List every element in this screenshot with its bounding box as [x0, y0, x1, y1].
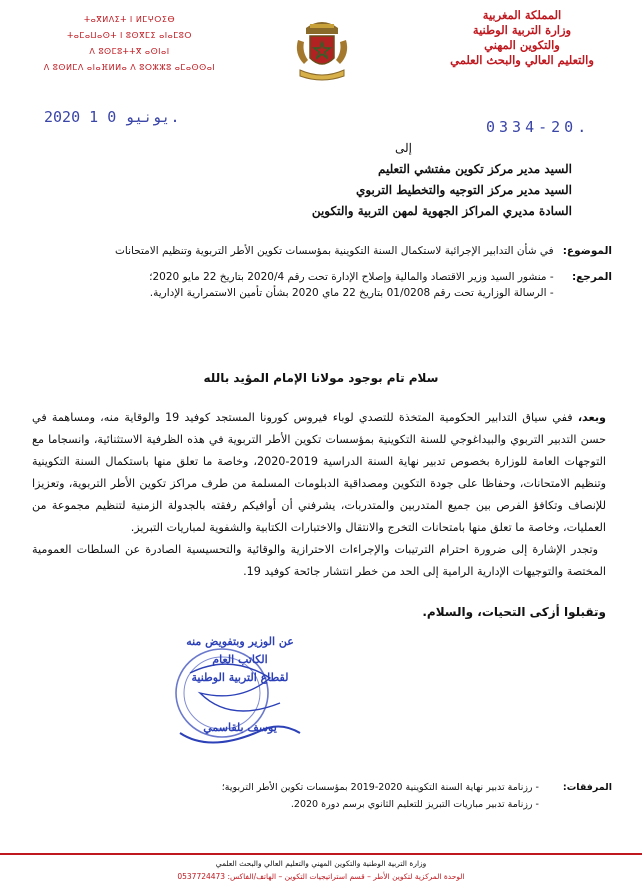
letter-body	[32, 407, 606, 583]
header-ar-line: والتعليم العالي والبحث العلمي	[450, 53, 594, 67]
header-tf-line: ⴷ ⵓⵙⵎⵓⵜⵜⴳ ⴰⵙⵏⴰⵏ	[89, 47, 170, 56]
signature-line: الكاتب العام	[212, 653, 268, 666]
closing-line: وتقبلوا أزكى التحيات، والسلام.	[422, 605, 606, 619]
ministry-name-arabic	[422, 8, 622, 68]
body-paragraph-2: وتجدر الإشارة إلى ضرورة احترام الترتيبات والإجراءات الاحترازية والوقائية والتحسيسية الصادرة عن السلطات العمومية المختصة والتوجيهات الإدارية الرامية إلى الحد من خطر انتشار جائحة كوفيد 19.	[32, 543, 606, 578]
signatory-name: يوسف بلقاسمي	[203, 721, 277, 734]
recipient-line: السادة مديري المراكز الجهوية لمهن التربية والتكوين	[311, 204, 572, 218]
body-paragraph-1	[32, 407, 606, 539]
footer-line-1: وزارة التربية الوطنية والتكوين المهني والتعليم العالي والبحث العلمي	[215, 859, 427, 868]
attachment-item: - رزنامة تدبير مباريات التبريز للتعليم الثانوي برسم دورة 2020.	[290, 799, 539, 810]
footer	[0, 857, 642, 883]
header-ar-line: المملكة المغربية	[482, 8, 562, 22]
header-tf-line: ⵜⴰⵎⴰⵡⴰⵙⵜ ⵏ ⵓⵙⴳⵎⵉ ⴰⵏⴰⵎⵓⵔ	[67, 31, 192, 40]
footer-divider	[0, 853, 642, 855]
header-ar-line: وزارة التربية الوطنية	[472, 23, 572, 37]
recipient-line: السيد مدير مركز التوجيه والتخطيط التربوي	[355, 183, 572, 197]
subject-row	[22, 243, 612, 259]
header-ar-line: والتكوين المهني	[484, 38, 560, 52]
references-row	[22, 269, 612, 301]
recipient-to: إلى	[395, 141, 412, 155]
greeting: سلام تام بوجود مولانا الإمام المؤيد بالله	[203, 371, 439, 385]
ministry-name-tifinagh	[22, 12, 237, 76]
attachment-item: - رزنامة تدبير نهاية السنة التكوينية 2020-2019 بمؤسسات تكوين الأطر التربوية؛	[221, 782, 539, 793]
reference-number: 0334-20.	[486, 118, 591, 136]
recipients-block	[152, 138, 572, 222]
signature-line: عن الوزير وبتفويض منه	[186, 635, 294, 648]
attachments-row	[22, 779, 612, 813]
signature-block	[150, 633, 330, 773]
references-label: المرجع:	[571, 271, 612, 283]
subject-label: الموضوع:	[562, 245, 612, 257]
attachments-label: المرفقات:	[562, 782, 612, 793]
reference-item: - منشور السيد وزير الاقتصاد والمالية وإصلاح الإدارة تحت رقم 2020/4 بتاريخ 22 مايو 2020؛	[149, 271, 554, 283]
body-lead: وبعد،	[577, 411, 606, 424]
signature-line: لقطاع التربية الوطنية	[191, 671, 289, 684]
reference-item: - الرسالة الوزارية تحت رقم 01/0208 بتاريخ 22 ماي 2020 بشأن تأمين الاستمرارية الإدارية.	[149, 287, 554, 299]
header-tf-line: ⵜⴰⴳⵍⴷⵉⵜ ⵏ ⵍⵎⵖⵔⵉⴱ	[83, 15, 176, 24]
recipient-line: السيد مدير مركز تكوين مفتشي التعليم	[377, 162, 572, 176]
body-paragraph-1-text: ففي سياق التدابير الحكومية المتخذة للتصدي لوباء فيروس كورونا المستجد كوفيد 19 والوقاية منه، ومساهمة في حسن التدبير التربوي والبيداغوجي للسنة التكوينية بمؤسسات تكوين الأطر التربوية في هذه الظرفية الاستثنائية، وانسجاما مع التوجهات العامة للوزارة بخصوص تدبير نهاية السنة الدراسية 2019-2020، وخاصة ما تعلق منها باستكمال السنة التكوينية وتنظيم الامتحانات، وحفاظا على جودة التكوين ومصداقية الدبلومات المسلمة من طرف مراكز تكوين الأطر التربوية، وتعزيزا للإنصاف وتكافؤ الفرص بين جميع المتدربين والمتدربات، يشرفني أن أوافيكم رفقته بالجدولة الزمنية لتنظيم مجموعة من العمليات، وخاصة ما تعلق منها بامتحانات التخرج والانتقال والاختبارات الكتابية والشفوية لمباريات التبريز.	[32, 411, 607, 534]
date-stamp: 2020 يونيو 0 1.	[44, 108, 180, 126]
coat-of-arms-icon	[290, 18, 354, 84]
footer-line-2: الوحدة المركزية لتكوين الأطر – قسم استراتيجيات التكوين – الهاتف/الفاكس: 0537724473	[177, 872, 465, 881]
header-tf-line: ⴷ ⵓⵙⵍⵎⴷ ⴰⵏⴰⴼⵍⵍⴰ ⴷ ⵓⵔⵣⵣⵓ ⴰⵎⴰⵙⵙⴰⵏ	[43, 63, 216, 72]
subject-text: في شأن التدابير الإجرائية لاستكمال السنة التكوينية بمؤسسات تكوين الأطر التربوية وتنظيم الامتحانات	[114, 245, 554, 257]
